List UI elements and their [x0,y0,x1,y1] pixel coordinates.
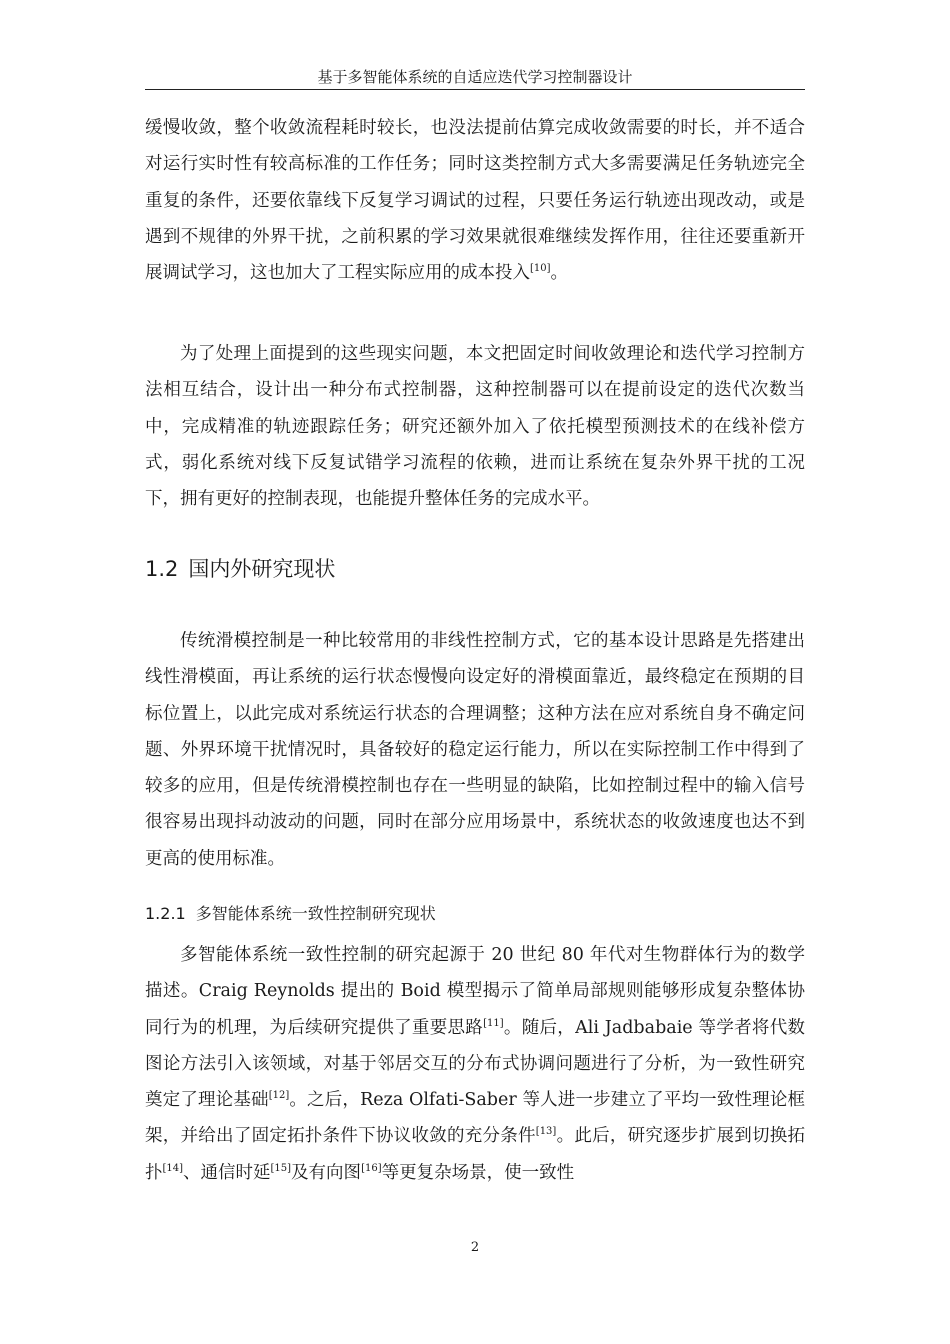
citation-16[interactable]: [16] [361,1162,382,1174]
citation-12[interactable]: [12] [268,1090,290,1102]
paragraph-4-part-d: 。此后，研究逐步扩展到切换拓扑 [145,1126,806,1183]
page-number: 2 [470,1240,480,1255]
subsection-heading-1-2-1 [145,899,436,929]
running-header-title: 基于多智能体系统的自适应迭代学习控制器设计 [317,68,633,86]
citation-14[interactable]: [14] [162,1162,184,1174]
paragraph-1 [145,110,805,291]
page-footer [0,1240,950,1255]
paragraph-4 [145,937,805,1191]
paragraph-3: 传统滑模控制是一种比较常用的非线性控制方式，它的基本设计思路是先搭建出线性滑模面，再让系统的运行状态慢慢向设定好的滑模面靠近，最终稳定在预期的目标位置上，以此完成对系统运行状态的合理调整；这种方法在应对系统自身不确定问题、外界环境干扰情况时，具备较好的稳定运行能力，所以在实际控制工作中得到了较多的应用，但是传统滑模控制也存在一些明显的缺陷，比如控制过程中的输入信号很容易出现抖动波动的问题，同时在部分应用场景中，系统状态的收敛速度也达不到更高的使用标准。 [145,631,805,869]
paragraph-4-part-b: 。随后，Ali Jadbabaie 等学者将代数图论方法引入该领域，对基于邻居交互的分布式协调问题进行了分析，为一致性研究奠定了理论基础 [145,1017,805,1111]
citation-10[interactable]: [10] [530,263,551,275]
section-heading-1-2 [145,554,335,584]
section-number: 1.2 [145,557,179,581]
subsection-title: 多智能体系统一致性控制研究现状 [195,904,436,923]
citation-13[interactable]: [13] [535,1126,557,1138]
paragraph-1-text: 缓慢收敛，整个收敛流程耗时较长，也没法提前估算完成收敛需要的时长，并不适合对运行实时性有较高标准的工作任务；同时这类控制方式大多需要满足任务轨迹完全重复的条件，还要依靠线下反复学习调试的过程，只要任务运行轨迹出现改动，或是遇到不规律的外界干扰，之前积累的学习效果就很难继续发挥作用，往往还要重新开展调试学习，这也加大了工程实际应用的成本投入 [145,118,805,284]
paragraph-4-part-a: 多智能体系统一致性控制的研究起源于 20 世纪 80 年代对生物群体行为的数学描述。Craig Reynolds 提出的 Boid 模型揭示了简单局部规则能够形成复杂整体协同行为的机理，为后续研究提供了重要思路 [145,945,805,1038]
paragraph-2: 为了处理上面提到的这些现实问题，本文把固定时间收敛理论和迭代学习控制方法相互结合，设计出一种分布式控制器，这种控制器可以在提前设定的迭代次数当中，完成精准的轨迹跟踪任务；研究还额外加入了依托模型预测技术的在线补偿方式，弱化系统对线下反复试错学习流程的依赖，进而让系统在复杂外界干扰的工况下，拥有更好的控制表现，也能提升整体任务的完成水平。 [145,344,805,510]
section-title: 国内外研究现状 [188,557,336,581]
paragraph-4-part-g: 等更复杂场景，使一致性 [381,1162,575,1183]
paragraph-4-part-e: 、通信时延 [183,1162,271,1183]
citation-15[interactable]: [15] [270,1162,292,1174]
running-header [145,64,805,90]
paragraph-4-part-f: 及有向图 [291,1162,362,1183]
citation-11[interactable]: [11] [483,1017,504,1029]
subsection-number: 1.2.1 [145,904,186,923]
paragraph-4-part-c: 。之后，Reza Olfati-Saber 等人进一步建立了平均一致性理论框架，并给出了固定拓扑条件下协议收敛的充分条件 [145,1090,805,1147]
paragraph-1-end: 。 [550,263,569,284]
